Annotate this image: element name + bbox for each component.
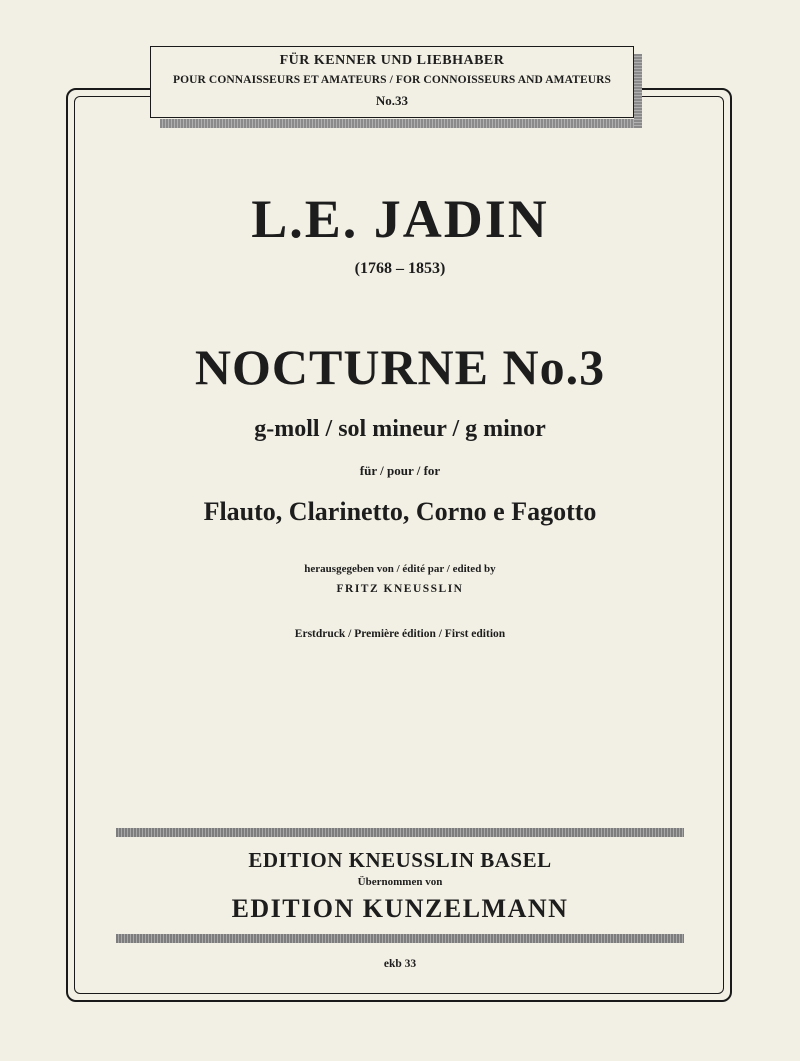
work-key: g-moll / sol mineur / g minor [254, 416, 546, 442]
composer-dates: (1768 – 1853) [354, 260, 446, 277]
series-number: No.33 [375, 93, 409, 108]
series-subtitle: POUR CONNAISSEURS ET AMATEURS / FOR CONNOISSEURS AND AMATEURS [172, 74, 612, 86]
editor-name: FRITZ KNEUSSLIN [336, 583, 464, 595]
series-header-box [150, 46, 634, 118]
series-title: FÜR KENNER UND LIEBHABER [279, 53, 505, 68]
series-box-shadow-side [634, 54, 642, 128]
work-title: NOCTURNE No.3 [194, 339, 606, 395]
composer-name: L.E. JADIN [251, 189, 549, 249]
catalog-number: ekb 33 [383, 958, 417, 970]
successor-publisher-logo: EDITION KUNZELMANN [231, 894, 569, 923]
for-label: für / pour / for [359, 463, 441, 478]
divider-top [116, 828, 684, 837]
instrumentation: Flauto, Clarinetto, Corno e Fagotto [203, 497, 597, 526]
publisher-name: EDITION KNEUSSLIN BASEL [248, 848, 552, 872]
divider-bottom [116, 934, 684, 943]
edited-by-label: herausgegeben von / édité par / edited by [304, 563, 496, 575]
first-edition-note: Erstdruck / Première édition / First edition [294, 628, 506, 640]
taken-over-label: Übernommen von [357, 876, 443, 888]
series-box-shadow [160, 119, 640, 128]
